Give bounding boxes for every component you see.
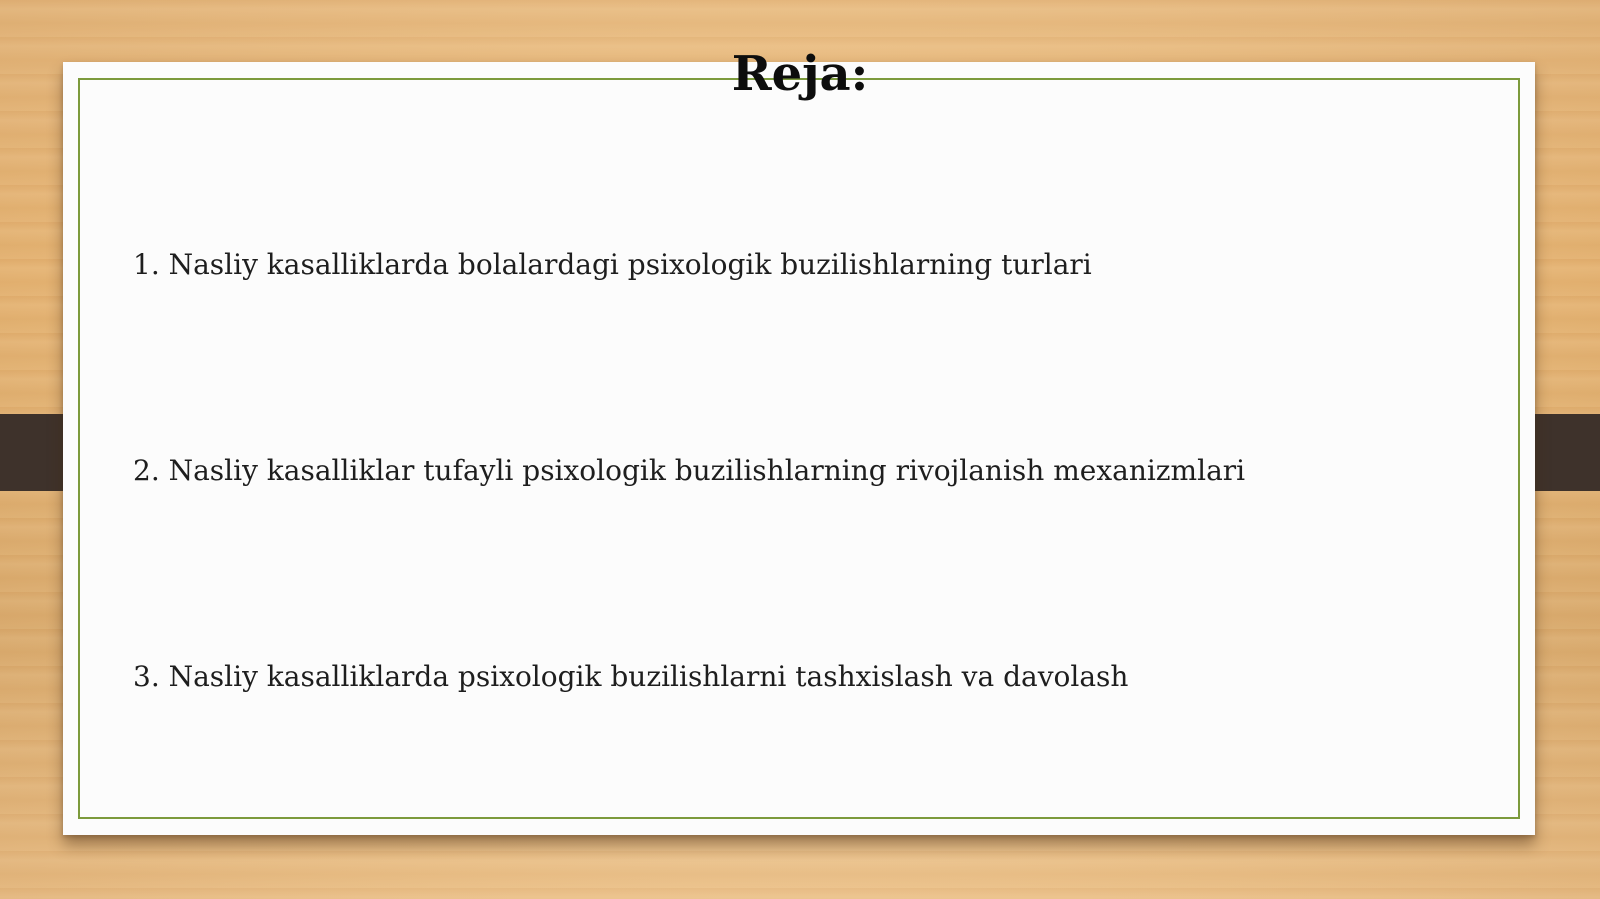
plan-item-3: 3. Nasliy kasalliklarda psixologik buzilishlarni tashxislash va davolash — [133, 660, 1129, 693]
plan-item-2: 2. Nasliy kasalliklar tufayli psixologik buzilishlarning rivojlanish mexanizmlari — [133, 454, 1246, 487]
slide-frame-border — [78, 78, 1520, 819]
plan-item-1: 1. Nasliy kasalliklarda bolalardagi psixologik buzilishlarning turlari — [133, 248, 1092, 281]
slide-card — [63, 62, 1535, 835]
slide-title: Reja: — [731, 46, 869, 102]
